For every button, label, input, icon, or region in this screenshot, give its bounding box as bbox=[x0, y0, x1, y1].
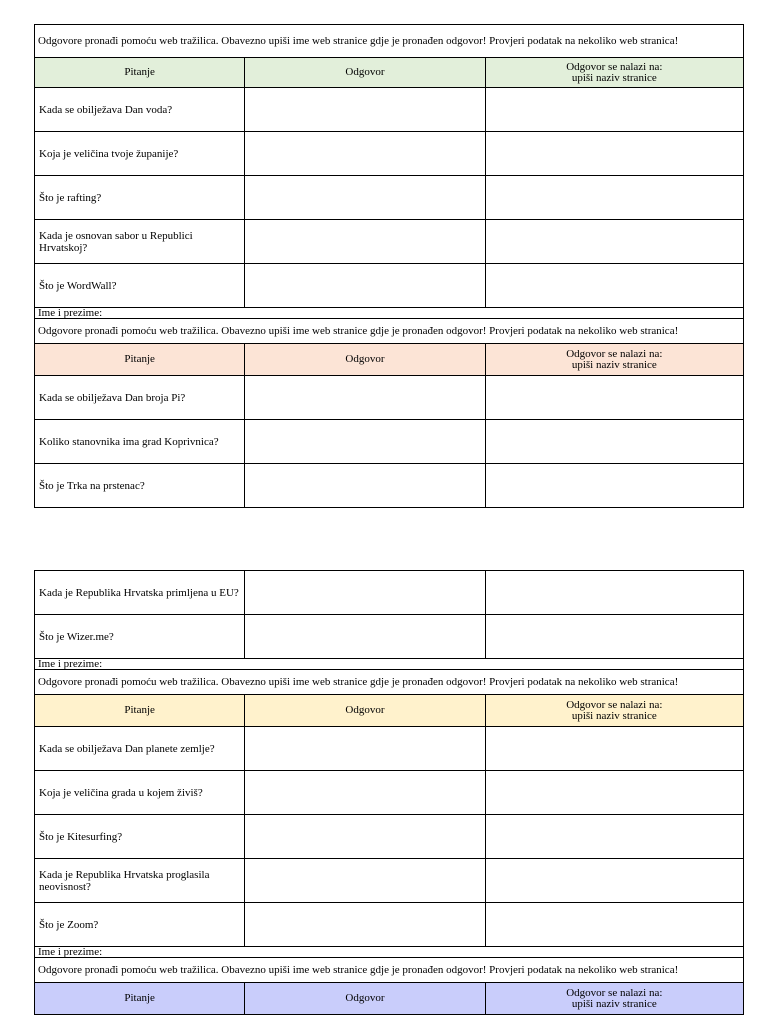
answer-cell[interactable] bbox=[245, 771, 485, 815]
table-row bbox=[35, 264, 744, 308]
table-row bbox=[35, 420, 744, 464]
header-question: Pitanje bbox=[35, 58, 245, 88]
source-cell[interactable] bbox=[485, 464, 743, 508]
source-cell[interactable] bbox=[485, 771, 743, 815]
name-label[interactable]: Ime i prezime: bbox=[35, 659, 744, 670]
worksheet-table-1 bbox=[34, 24, 744, 508]
table-row bbox=[35, 132, 744, 176]
table-header-yellow bbox=[35, 695, 744, 727]
question-cell: Koja je veličina grada u kojem živiš? bbox=[35, 771, 245, 815]
answer-cell[interactable] bbox=[245, 376, 485, 420]
source-cell[interactable] bbox=[485, 859, 743, 903]
header-source: Odgovor se nalazi na: upiši naziv stranice bbox=[485, 344, 743, 376]
question-cell: Kada je osnovan sabor u Republici Hrvatskoj? bbox=[35, 220, 245, 264]
table-row bbox=[35, 376, 744, 420]
question-cell: Što je Kitesurfing? bbox=[35, 815, 245, 859]
table-row bbox=[35, 220, 744, 264]
header-source: Odgovor se nalazi na: upiši naziv stranice bbox=[485, 695, 743, 727]
table-row bbox=[35, 464, 744, 508]
table-header-lavender bbox=[35, 983, 744, 1015]
header-question: Pitanje bbox=[35, 695, 245, 727]
answer-cell[interactable] bbox=[245, 571, 485, 615]
answer-cell[interactable] bbox=[245, 727, 485, 771]
question-cell: Što je WordWall? bbox=[35, 264, 245, 308]
question-cell: Kada je Republika Hrvatska primljena u EU? bbox=[35, 571, 245, 615]
question-cell: Kada je Republika Hrvatska proglasila neovisnost? bbox=[35, 859, 245, 903]
answer-cell[interactable] bbox=[245, 903, 485, 947]
header-answer: Odgovor bbox=[245, 58, 485, 88]
source-cell[interactable] bbox=[485, 420, 743, 464]
worksheet-table-2 bbox=[34, 570, 744, 1015]
table-row bbox=[35, 88, 744, 132]
table-row bbox=[35, 903, 744, 947]
answer-cell[interactable] bbox=[245, 264, 485, 308]
name-label[interactable]: Ime i prezime: bbox=[35, 308, 744, 319]
table-row bbox=[35, 815, 744, 859]
answer-cell[interactable] bbox=[245, 615, 485, 659]
table-row bbox=[35, 771, 744, 815]
question-cell: Što je Zoom? bbox=[35, 903, 245, 947]
table-row bbox=[35, 859, 744, 903]
source-cell[interactable] bbox=[485, 571, 743, 615]
question-cell: Što je rafting? bbox=[35, 176, 245, 220]
source-cell[interactable] bbox=[485, 220, 743, 264]
table-row bbox=[35, 176, 744, 220]
header-question: Pitanje bbox=[35, 344, 245, 376]
source-cell[interactable] bbox=[485, 264, 743, 308]
name-label[interactable]: Ime i prezime: bbox=[35, 947, 744, 958]
answer-cell[interactable] bbox=[245, 220, 485, 264]
answer-cell[interactable] bbox=[245, 420, 485, 464]
name-row bbox=[35, 659, 744, 670]
question-cell: Što je Trka na prstenac? bbox=[35, 464, 245, 508]
source-cell[interactable] bbox=[485, 815, 743, 859]
header-answer: Odgovor bbox=[245, 695, 485, 727]
question-cell: Kada se obilježava Dan planete zemlje? bbox=[35, 727, 245, 771]
table-row bbox=[35, 571, 744, 615]
name-row bbox=[35, 308, 744, 319]
answer-cell[interactable] bbox=[245, 859, 485, 903]
answer-cell[interactable] bbox=[245, 815, 485, 859]
source-cell[interactable] bbox=[485, 727, 743, 771]
source-cell[interactable] bbox=[485, 615, 743, 659]
instruction-text: Odgovore pronađi pomoću web tražilica. Obavezno upiši ime web stranice gdje je pronađen odgovor! Provjeri podatak na nekoliko web stranica! bbox=[35, 958, 744, 983]
answer-cell[interactable] bbox=[245, 464, 485, 508]
name-row bbox=[35, 947, 744, 958]
table-header-green bbox=[35, 58, 744, 88]
question-cell: Koja je veličina tvoje županije? bbox=[35, 132, 245, 176]
header-source: Odgovor se nalazi na: upiši naziv stranice bbox=[485, 983, 743, 1015]
instruction-text: Odgovore pronađi pomoću web tražilica. Obavezno upiši ime web stranice gdje je pronađen odgovor! Provjeri podatak na nekoliko web stranica! bbox=[35, 25, 744, 58]
source-cell[interactable] bbox=[485, 176, 743, 220]
instruction-text: Odgovore pronađi pomoću web tražilica. Obavezno upiši ime web stranice gdje je pronađen odgovor! Provjeri podatak na nekoliko web stranica! bbox=[35, 670, 744, 695]
source-cell[interactable] bbox=[485, 88, 743, 132]
worksheet-bottom-fragment bbox=[34, 570, 744, 1015]
header-answer: Odgovor bbox=[245, 344, 485, 376]
table-row bbox=[35, 615, 744, 659]
worksheet-top-fragment bbox=[34, 24, 744, 508]
question-cell: Kada se obilježava Dan broja Pi? bbox=[35, 376, 245, 420]
answer-cell[interactable] bbox=[245, 132, 485, 176]
question-cell: Što je Wizer.me? bbox=[35, 615, 245, 659]
header-question: Pitanje bbox=[35, 983, 245, 1015]
source-cell[interactable] bbox=[485, 132, 743, 176]
header-source: Odgovor se nalazi na: upiši naziv stranice bbox=[485, 58, 743, 88]
source-cell[interactable] bbox=[485, 903, 743, 947]
answer-cell[interactable] bbox=[245, 88, 485, 132]
source-cell[interactable] bbox=[485, 376, 743, 420]
table-header-salmon bbox=[35, 344, 744, 376]
header-answer: Odgovor bbox=[245, 983, 485, 1015]
instruction-text: Odgovore pronađi pomoću web tražilica. Obavezno upiši ime web stranice gdje je pronađen odgovor! Provjeri podatak na nekoliko web stranica! bbox=[35, 319, 744, 344]
answer-cell[interactable] bbox=[245, 176, 485, 220]
table-row bbox=[35, 727, 744, 771]
question-cell: Kada se obilježava Dan voda? bbox=[35, 88, 245, 132]
question-cell: Koliko stanovnika ima grad Koprivnica? bbox=[35, 420, 245, 464]
